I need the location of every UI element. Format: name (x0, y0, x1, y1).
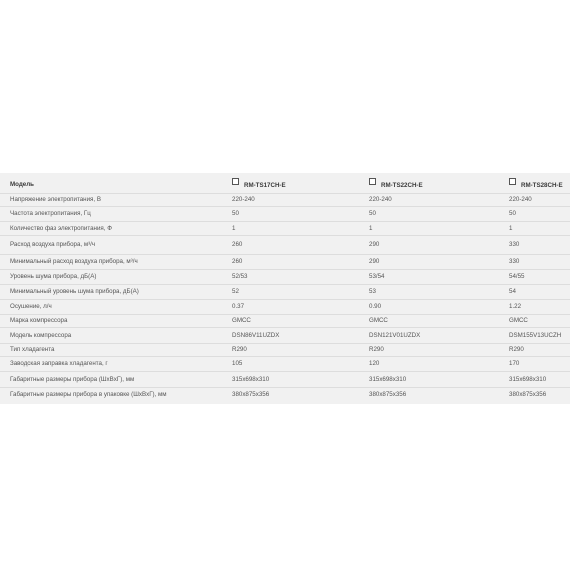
model-column-2 (369, 176, 509, 193)
spec-value-model-2: GMCC (369, 314, 509, 327)
spec-table (0, 176, 570, 401)
spec-value-model-2: 53/54 (369, 269, 509, 284)
table-row (0, 314, 570, 327)
table-row (0, 284, 570, 299)
spec-value-model-2: 380x875x356 (369, 387, 509, 401)
model-name-2: RM-TS22CH-E (381, 181, 423, 189)
spec-value-model-1: R290 (232, 343, 369, 356)
table-row (0, 254, 570, 269)
spec-value-model-3: 170 (509, 356, 570, 371)
table-row (0, 299, 570, 314)
spec-value-model-2: 220-240 (369, 193, 509, 206)
spec-value-model-3: 315x698x310 (509, 371, 570, 387)
spec-label: Минимальный уровень шума прибора, дБ(А) (0, 284, 232, 299)
spec-value-model-1: 50 (232, 206, 369, 221)
table-row (0, 269, 570, 284)
spec-value-model-1: 220-240 (232, 193, 369, 206)
table-header-row (0, 176, 570, 193)
spec-label: Минимальный расход воздуха прибора, м³/ч (0, 254, 232, 269)
spec-value-model-3: 330 (509, 235, 570, 254)
spec-value-model-3: 54 (509, 284, 570, 299)
spec-label: Марка компрессора (0, 314, 232, 327)
spec-value-model-1: DSN86V11UZDX (232, 327, 369, 343)
table-row (0, 193, 570, 206)
table-row (0, 327, 570, 343)
table-row (0, 343, 570, 356)
table-row (0, 206, 570, 221)
spec-value-model-1: 1 (232, 221, 369, 235)
model-column-1 (232, 176, 369, 193)
spec-value-model-1: 380x875x356 (232, 387, 369, 401)
spec-label: Количество фаз электропитания, Ф (0, 221, 232, 235)
table-row (0, 235, 570, 254)
spec-label: Напряжение электропитания, В (0, 193, 232, 206)
spec-label: Осушение, л/ч (0, 299, 232, 314)
spec-value-model-2: DSN121V01UZDX (369, 327, 509, 343)
spec-label: Габаритные размеры прибора в упаковке (ШxВxГ), мм (0, 387, 232, 401)
table-row (0, 371, 570, 387)
spec-value-model-3: 54/55 (509, 269, 570, 284)
spec-label: Расход воздуха прибора, м³/ч (0, 235, 232, 254)
spec-value-model-1: 52 (232, 284, 369, 299)
spec-value-model-3: 1 (509, 221, 570, 235)
compare-checkbox-3[interactable] (509, 178, 516, 185)
spec-value-model-3: 1.22 (509, 299, 570, 314)
model-name-1: RM-TS17CH-E (244, 181, 286, 189)
spec-label: Модель компрессора (0, 327, 232, 343)
spec-value-model-1: GMCC (232, 314, 369, 327)
compare-checkbox-2[interactable] (369, 178, 376, 185)
spec-value-model-3: 380x875x356 (509, 387, 570, 401)
spec-label: Габаритные размеры прибора (ШxВxГ), мм (0, 371, 232, 387)
spec-value-model-2: R290 (369, 343, 509, 356)
spec-value-model-1: 52/53 (232, 269, 369, 284)
spec-value-model-2: 120 (369, 356, 509, 371)
spec-label: Тип хладагента (0, 343, 232, 356)
spec-value-model-3: 220-240 (509, 193, 570, 206)
model-header-label: Модель (10, 180, 34, 188)
spec-label: Заводская заправка хладагента, г (0, 356, 232, 371)
spec-value-model-2: 0.90 (369, 299, 509, 314)
model-column-3 (509, 176, 570, 193)
spec-value-model-2: 290 (369, 254, 509, 269)
spec-value-model-3: DSM155V13UCZH (509, 327, 570, 343)
table-row (0, 387, 570, 401)
spec-value-model-1: 260 (232, 235, 369, 254)
spec-value-model-1: 105 (232, 356, 369, 371)
spec-value-model-2: 290 (369, 235, 509, 254)
table-row (0, 356, 570, 371)
spec-value-model-2: 315x698x310 (369, 371, 509, 387)
spec-value-model-3: GMCC (509, 314, 570, 327)
spec-value-model-1: 315x698x310 (232, 371, 369, 387)
spec-value-model-3: 50 (509, 206, 570, 221)
spec-value-model-2: 53 (369, 284, 509, 299)
spec-value-model-2: 50 (369, 206, 509, 221)
model-name-3: RM-TS28CH-E (521, 181, 563, 189)
spec-label: Частота электропитания, Гц (0, 206, 232, 221)
spec-value-model-1: 260 (232, 254, 369, 269)
spec-value-model-3: 330 (509, 254, 570, 269)
spec-value-model-2: 1 (369, 221, 509, 235)
spec-value-model-3: R290 (509, 343, 570, 356)
spec-value-model-1: 0.37 (232, 299, 369, 314)
spec-label: Уровень шума прибора, дБ(А) (0, 269, 232, 284)
table-row (0, 221, 570, 235)
compare-checkbox-1[interactable] (232, 178, 239, 185)
